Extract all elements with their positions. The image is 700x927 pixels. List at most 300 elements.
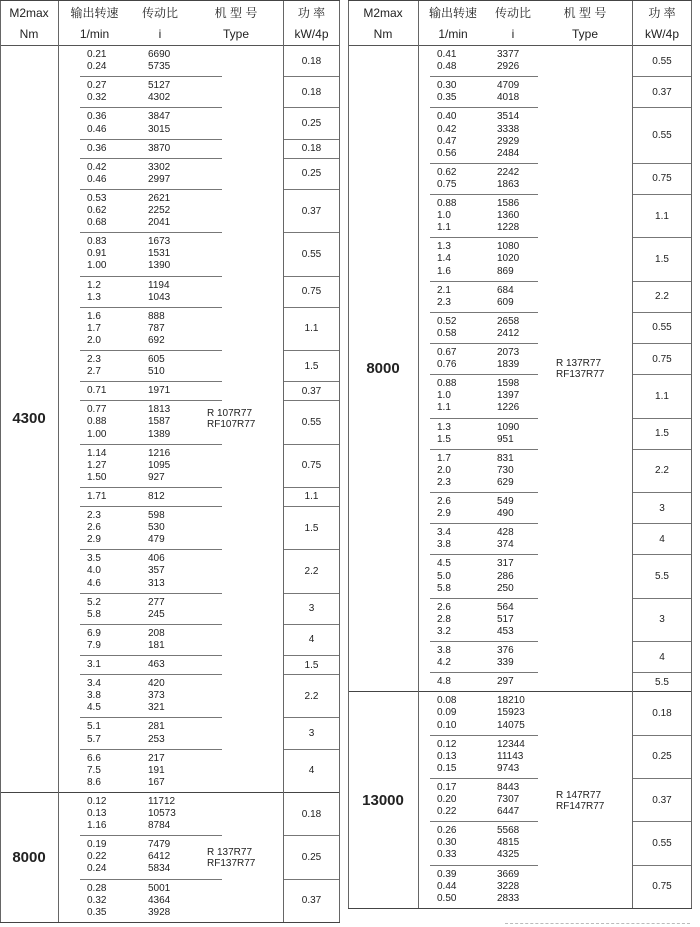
ratio-value: 208 (148, 627, 165, 639)
power-value: 0.75 (301, 460, 322, 472)
power-value: 2.2 (304, 565, 319, 577)
ratio-value: 684 (497, 284, 514, 296)
ratio-value: 3514 (497, 111, 520, 123)
speed-value: 3.8 (437, 645, 451, 656)
type-value: RF107R77 (207, 419, 256, 431)
power-value: 4 (659, 651, 665, 663)
ratio-value: 812 (148, 490, 165, 502)
ratio-value: 609 (497, 296, 514, 308)
row-divider (430, 107, 538, 108)
speed-value: 7.5 (87, 764, 101, 776)
power-value: 0.25 (652, 751, 672, 763)
torque-value: 4300 (12, 410, 46, 428)
speed-value: 0.71 (87, 385, 107, 397)
power-divider (283, 232, 340, 233)
power-divider (632, 672, 692, 673)
power-value: 0.18 (301, 143, 322, 155)
header-ratio-label: 传动比 (141, 6, 178, 20)
power-divider (632, 492, 692, 493)
speed-value: 0.24 (87, 863, 107, 875)
header-speed-label: 输出转速 (70, 6, 119, 20)
speed-value: 5.1 (87, 721, 101, 733)
header-power (283, 0, 340, 45)
speed-value: 1.5 (437, 433, 451, 445)
power-value: 0.55 (301, 416, 322, 428)
power-divider (283, 717, 340, 718)
ratio-value: 2658 (497, 315, 520, 327)
header-speed-unit: 1/min (79, 27, 110, 41)
power-divider (632, 778, 692, 779)
ratio-value: 321 (148, 702, 165, 714)
speed-value: 1.16 (87, 820, 107, 832)
ratio-value: 18210 (497, 695, 525, 707)
ratio-value: 4325 (497, 849, 520, 861)
speed-value: 0.83 (87, 236, 107, 248)
speed-value: 0.24 (87, 61, 107, 73)
row-divider (430, 237, 538, 238)
speed-value: 1.3 (87, 291, 101, 303)
ratio-value: 1863 (497, 178, 520, 190)
speed-value: 2.1 (437, 284, 451, 296)
type-value: R 107R77 (207, 408, 253, 420)
right-header (348, 0, 692, 46)
ratio-value: 1397 (497, 390, 520, 402)
power-divider (283, 381, 340, 382)
table-border (339, 0, 340, 923)
speed-value: 0.12 (87, 795, 107, 807)
power-divider (632, 163, 692, 164)
ratio-value: 6447 (497, 806, 520, 818)
ratio-value: 1043 (148, 291, 171, 303)
power-value: 0.25 (301, 118, 322, 129)
row-divider (430, 194, 538, 195)
ratio-value: 297 (497, 676, 514, 688)
row-divider (80, 487, 222, 488)
left-header (0, 0, 340, 46)
ratio-value: 428 (497, 527, 514, 539)
ratio-value: 1090 (497, 421, 520, 433)
speed-value: 0.68 (87, 217, 107, 229)
speed-value: 0.46 (87, 173, 107, 185)
power-value: 0.55 (652, 322, 672, 334)
type-value: R 147R77 (556, 789, 602, 801)
ratio-value: 1971 (148, 385, 171, 397)
speed-value: 2.0 (87, 334, 101, 346)
ratio-value: 1390 (148, 260, 171, 272)
speed-value: 0.62 (87, 205, 107, 216)
ratio-value: 373 (148, 690, 165, 702)
ratio-value: 2833 (497, 892, 520, 904)
ratio-value: 3847 (148, 111, 171, 123)
ratio-value: 1194 (148, 279, 170, 291)
power-divider (283, 276, 340, 277)
ratio-value: 1598 (497, 378, 520, 390)
speed-value: 0.08 (437, 695, 457, 707)
row-divider (80, 400, 222, 401)
speed-value: 0.62 (437, 166, 457, 178)
ratio-value: 1080 (497, 241, 520, 253)
power-value: 0.55 (652, 55, 672, 67)
power-divider (283, 307, 340, 308)
torque-value: 13000 (362, 791, 404, 809)
speed-value: 0.47 (437, 135, 457, 147)
row-divider (80, 879, 222, 880)
speed-value: 1.6 (87, 310, 101, 322)
power-divider (632, 374, 692, 375)
ratio-value: 253 (148, 733, 165, 745)
speed-value: 0.33 (437, 849, 457, 861)
power-value: 2.2 (655, 465, 669, 477)
ratio-value: 281 (148, 721, 165, 733)
power-divider (283, 444, 340, 445)
power-value: 0.55 (652, 130, 672, 142)
power-value: 1.5 (304, 659, 319, 671)
power-divider (283, 749, 340, 750)
speed-value: 5.2 (87, 596, 101, 608)
ratio-value: 5001 (148, 882, 171, 894)
speed-value: 0.32 (87, 92, 107, 104)
row-divider (80, 307, 222, 308)
power-divider (632, 76, 692, 77)
ratio-value: 6690 (148, 49, 171, 60)
speed-value: 6.6 (87, 752, 101, 764)
ratio-value: 10573 (148, 808, 176, 819)
ratio-value: 250 (497, 582, 514, 594)
power-value: 1.1 (304, 323, 319, 335)
power-divider (283, 655, 340, 656)
power-value: 5.5 (655, 676, 669, 688)
row-divider (430, 281, 538, 282)
header-power-label: 功 率 (297, 6, 326, 20)
ratio-value: 1360 (497, 210, 520, 222)
row-divider (430, 554, 538, 555)
speed-value: 2.9 (437, 508, 451, 520)
speed-value: 3.1 (87, 659, 101, 670)
row-divider (80, 158, 222, 159)
ratio-value: 9743 (497, 762, 520, 774)
power-value: 2.2 (655, 291, 669, 303)
power-value: 0.37 (652, 794, 672, 806)
power-value: 0.18 (301, 808, 322, 820)
row-divider (430, 735, 538, 736)
speed-value: 0.35 (437, 92, 457, 104)
speed-value: 0.09 (437, 707, 457, 719)
ratio-value: 191 (148, 764, 165, 776)
ratio-value: 463 (148, 659, 165, 670)
row-divider (80, 624, 222, 625)
row-divider (80, 107, 222, 108)
speed-value: 0.91 (87, 248, 107, 260)
ratio-value: 1228 (497, 222, 520, 234)
power-value: 0.18 (652, 707, 672, 719)
speed-value: 1.0 (437, 210, 451, 222)
speed-value: 0.39 (437, 868, 457, 880)
ratio-value: 490 (497, 508, 514, 520)
power-value: 0.18 (301, 86, 322, 98)
ratio-value: 7479 (148, 839, 171, 851)
speed-value: 6.9 (87, 627, 101, 639)
speed-value: 0.75 (437, 178, 457, 190)
row-divider (80, 835, 222, 836)
column-border (632, 0, 633, 909)
power-divider (632, 523, 692, 524)
ratio-value: 286 (497, 570, 514, 582)
speed-value: 3.2 (437, 625, 451, 637)
speed-value: 0.13 (87, 808, 107, 819)
header-power (632, 0, 692, 45)
row-divider (430, 343, 538, 344)
ratio-value: 406 (148, 553, 165, 565)
power-value: 1.1 (655, 210, 669, 222)
ratio-value: 1216 (148, 447, 171, 459)
ratio-value: 564 (497, 601, 514, 613)
ratio-value: 5735 (148, 61, 171, 73)
ratio-value: 888 (148, 310, 165, 322)
ratio-value: 927 (148, 471, 165, 483)
header-ratio (488, 0, 538, 45)
ratio-value: 181 (148, 639, 165, 651)
header-ratio-unit: i (511, 27, 515, 41)
speed-value: 7.9 (87, 639, 101, 651)
ratio-value: 3870 (148, 142, 171, 154)
speed-value: 0.53 (87, 192, 107, 204)
row-divider (80, 232, 222, 233)
speed-value: 1.50 (87, 471, 107, 483)
speed-value: 0.36 (87, 111, 107, 123)
power-value: 3 (308, 603, 315, 615)
speed-value: 2.7 (87, 366, 101, 378)
ratio-value: 3015 (148, 123, 171, 135)
ratio-value: 453 (497, 625, 514, 637)
ratio-value: 2252 (148, 205, 171, 216)
speed-value: 5.7 (87, 733, 101, 745)
power-value: 0.55 (301, 248, 322, 260)
speed-value: 0.56 (437, 147, 457, 159)
power-value: 4 (308, 765, 315, 777)
column-border (283, 0, 284, 923)
header-speed-label: 输出转速 (428, 6, 477, 20)
speed-value: 0.27 (87, 80, 107, 92)
row-divider (430, 418, 538, 419)
header-type-label: 机 型 号 (214, 6, 258, 20)
power-divider (632, 865, 692, 866)
speed-value: 0.48 (437, 61, 457, 73)
header-speed (418, 0, 488, 45)
row-divider (430, 672, 538, 673)
speed-value: 0.32 (87, 894, 107, 906)
power-divider (283, 350, 340, 351)
type-value: RF147R77 (556, 800, 605, 812)
speed-value: 5.8 (87, 608, 101, 620)
ratio-value: 2242 (497, 166, 520, 178)
row-divider (430, 76, 538, 77)
speed-value: 0.22 (437, 806, 457, 818)
ratio-value: 5834 (148, 863, 171, 875)
power-value: 0.75 (652, 353, 672, 365)
row-divider (80, 444, 222, 445)
power-divider (632, 237, 692, 238)
speed-value: 5.8 (437, 582, 451, 594)
ratio-value: 15923 (497, 707, 525, 719)
power-divider (632, 343, 692, 344)
ratio-value: 4018 (497, 92, 520, 104)
ratio-value: 1020 (497, 253, 520, 265)
ratio-value: 730 (497, 464, 514, 476)
ratio-value: 598 (148, 510, 165, 521)
right-table (348, 0, 692, 915)
row-divider (430, 449, 538, 450)
ratio-value: 4709 (497, 80, 520, 92)
speed-value: 0.19 (87, 839, 107, 851)
ratio-value: 3338 (497, 123, 520, 135)
header-power-label: 功 率 (648, 6, 676, 20)
speed-value: 1.3 (437, 421, 451, 433)
power-value: 3 (308, 728, 315, 739)
header-torque (0, 0, 58, 45)
speed-value: 1.2 (87, 279, 101, 291)
ratio-value: 787 (148, 322, 165, 334)
speed-value: 2.3 (87, 354, 101, 365)
speed-value: 8.6 (87, 776, 101, 788)
ratio-value: 2041 (148, 217, 171, 229)
type-value: R 137R77 (207, 846, 253, 858)
power-divider (283, 835, 340, 836)
ratio-value: 1673 (148, 236, 171, 248)
speed-value: 1.1 (437, 402, 451, 414)
power-divider (283, 674, 340, 675)
row-divider (80, 749, 222, 750)
speed-value: 1.14 (87, 447, 107, 459)
row-divider (430, 523, 538, 524)
table-border (348, 0, 692, 1)
speed-value: 0.41 (437, 49, 457, 60)
ratio-value: 339 (497, 657, 514, 669)
torque-value: 8000 (12, 848, 46, 866)
row-divider (430, 778, 538, 779)
power-value: 3 (659, 502, 665, 514)
speed-value: 2.0 (437, 464, 451, 476)
group-divider (348, 691, 692, 692)
header-type-unit: Type (222, 27, 249, 41)
ratio-value: 1839 (497, 359, 520, 371)
ratio-value: 6412 (148, 851, 171, 863)
power-divider (632, 554, 692, 555)
speed-value: 3.8 (437, 539, 451, 551)
speed-value: 0.15 (437, 762, 457, 774)
header-type (538, 0, 632, 45)
ratio-value: 217 (148, 752, 165, 764)
speed-value: 1.7 (437, 452, 451, 464)
ratio-value: 376 (497, 645, 514, 656)
speed-value: 2.8 (437, 613, 451, 625)
ratio-value: 530 (148, 522, 165, 534)
speed-value: 3.8 (87, 690, 101, 702)
power-divider (632, 598, 692, 599)
ratio-value: 357 (148, 565, 165, 577)
speed-value: 2.3 (87, 510, 101, 521)
header-ratio-unit: i (158, 27, 162, 41)
header-torque (348, 0, 418, 45)
speed-value: 2.3 (437, 476, 451, 488)
power-value: 0.75 (301, 286, 322, 298)
power-divider (283, 189, 340, 190)
ratio-value: 167 (148, 776, 165, 788)
header-speed (58, 0, 131, 45)
power-divider (632, 735, 692, 736)
ratio-value: 5568 (497, 825, 520, 837)
speed-value: 0.10 (437, 719, 457, 731)
power-divider (632, 194, 692, 195)
power-value: 0.37 (301, 205, 322, 217)
power-value: 0.55 (652, 837, 672, 849)
power-divider (283, 158, 340, 159)
power-value: 1.1 (304, 491, 319, 503)
speed-value: 0.50 (437, 892, 457, 904)
type-value: R 137R77 (556, 358, 602, 370)
speed-value: 1.4 (437, 253, 451, 265)
ratio-value: 517 (497, 613, 514, 625)
column-border (418, 0, 419, 909)
ratio-value: 3669 (497, 868, 520, 880)
ratio-value: 245 (148, 608, 165, 620)
ratio-value: 313 (148, 577, 165, 589)
power-divider (632, 449, 692, 450)
ratio-value: 4302 (148, 92, 171, 104)
ratio-value: 1813 (148, 404, 171, 416)
power-value: 2.2 (304, 690, 319, 702)
speed-value: 1.1 (437, 222, 451, 234)
speed-value: 2.6 (437, 601, 451, 613)
footer-dashes (505, 923, 690, 925)
speed-value: 2.6 (437, 496, 451, 507)
table-border (348, 0, 349, 909)
power-value: 0.75 (652, 173, 672, 185)
speed-value: 2.6 (87, 522, 101, 534)
row-divider (80, 506, 222, 507)
ratio-value: 1389 (148, 428, 171, 440)
speed-value: 4.6 (87, 577, 101, 589)
speed-value: 0.28 (87, 882, 107, 894)
speed-value: 4.5 (437, 558, 451, 570)
table-border (691, 0, 692, 909)
header-speed-unit: 1/min (438, 27, 468, 41)
row-divider (430, 374, 538, 375)
ratio-value: 2484 (497, 147, 520, 159)
power-divider (632, 418, 692, 419)
power-value: 1.5 (304, 360, 319, 372)
header-type (189, 0, 283, 45)
power-value: 0.37 (301, 895, 322, 907)
ratio-value: 605 (148, 354, 165, 365)
power-value: 1.5 (655, 253, 669, 265)
table-border (0, 922, 340, 923)
ratio-value: 3228 (497, 880, 520, 892)
ratio-value: 1226 (497, 402, 520, 414)
power-divider (632, 107, 692, 108)
speed-value: 5.0 (437, 570, 451, 582)
header-torque-unit: Nm (19, 27, 39, 41)
type-value: RF137R77 (556, 369, 605, 381)
speed-value: 1.6 (437, 265, 451, 277)
power-divider (283, 879, 340, 880)
speed-value: 0.52 (437, 315, 457, 327)
ratio-value: 2073 (497, 347, 520, 358)
speed-value: 0.35 (87, 906, 107, 918)
speed-value: 0.42 (437, 123, 457, 135)
power-divider (283, 400, 340, 401)
speed-value: 1.7 (87, 322, 101, 334)
row-divider (80, 674, 222, 675)
